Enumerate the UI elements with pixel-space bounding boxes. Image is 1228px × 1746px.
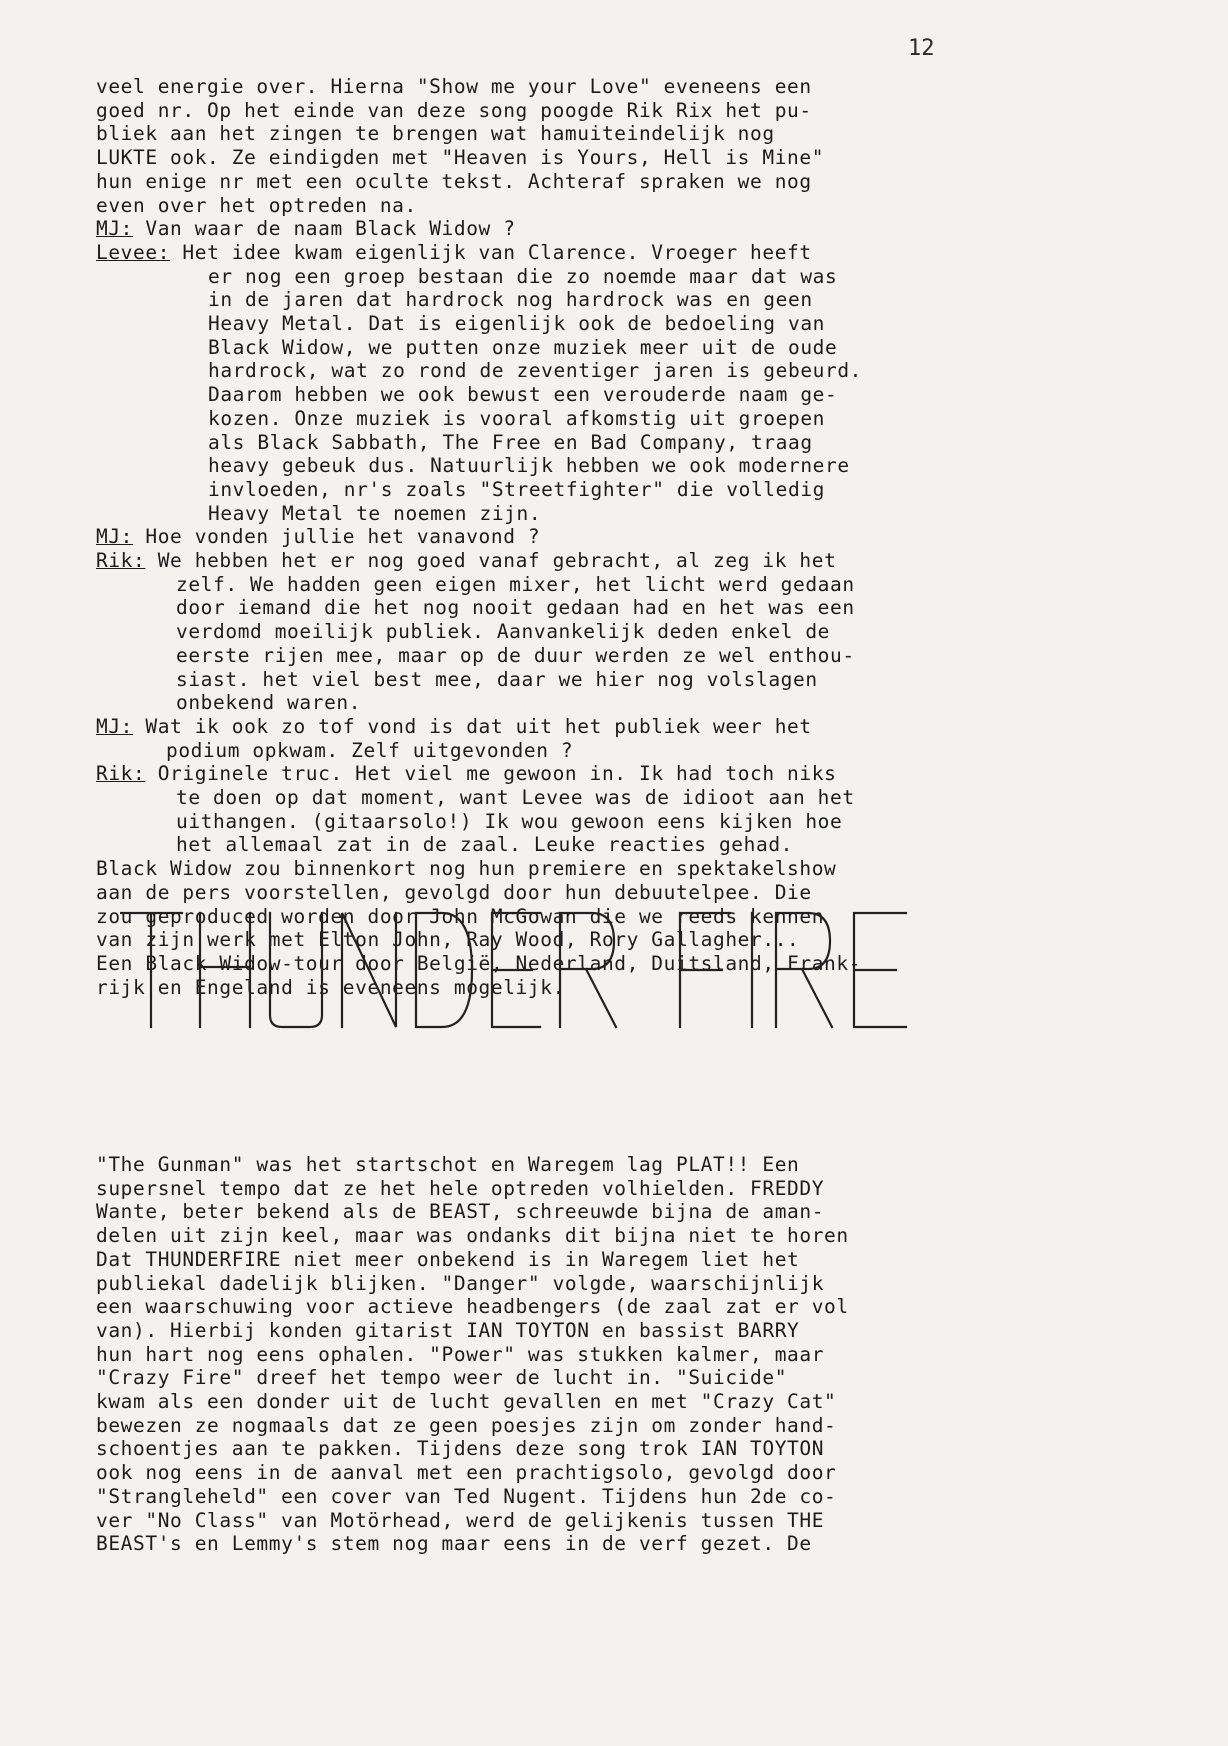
line-text: Hoe vonden jullie het vanavond ? [133, 525, 541, 549]
text-line: bewezen ze nogmaals dat ze geen poesjes zijn om zonder hand- [96, 1413, 837, 1437]
line-text: het allemaal zat in de zaal. Leuke reacties gehad. [176, 833, 793, 857]
line-text: goed nr. Op het einde van deze song poogde Rik Rix het pu- [96, 98, 812, 122]
text-line [176, 643, 855, 669]
line-text: rijk en Engeland is eveneens mogelijk. [96, 975, 565, 999]
text-line: publiekal dadelijk blijken. "Danger" volgde, waarschijnlijk [96, 1271, 825, 1295]
text-line: BEAST's en Lemmy's stem nog maar eens in de verf gezet. De [96, 1532, 812, 1556]
line-text: Wat ik ook zo tof vond is dat uit het publiek weer het [133, 714, 812, 738]
line-text: eerste rijen mee, maar op de duur werden ze wel enthou- [176, 643, 855, 667]
dialogue-line [96, 714, 812, 740]
text-line [208, 264, 837, 290]
thunder-fire-logo [120, 905, 910, 1035]
text-line: "The Gunman" was het startschot en Waregem lag PLAT!! Een [96, 1153, 800, 1176]
line-text: Een Black Widow-tour door België, Nederland, Duitsland, Frank- [96, 951, 862, 975]
line-text: in de jaren dat hardrock nog hardrock was en geen [208, 288, 813, 312]
text-line: kwam als een donder uit de lucht gevallen en met "Crazy Cat" [96, 1390, 837, 1413]
text-line [176, 809, 842, 835]
dialogue-line [96, 761, 836, 787]
text-line: van). Hierbij konden gitarist IAN TOYTON en bassist BARRY [96, 1318, 800, 1342]
text-line [96, 193, 417, 219]
page-number: 12 [908, 36, 935, 61]
dialogue-line [96, 524, 540, 550]
text-line [208, 501, 541, 527]
speaker-label: MJ: [96, 217, 134, 241]
text-line [176, 572, 855, 598]
line-text: LUKTE ook. Ze eindigden met "Heaven is Yours, Hell is Mine" [96, 146, 825, 170]
speaker-label: Levee: [96, 240, 171, 264]
line-text: We hebben het er nog goed vanaf gebracht, al zeg ik het [145, 549, 837, 572]
text-line: Wante, beter bekend als de BEAST, schreeuwde bijna de aman- [96, 1200, 825, 1224]
text-line [96, 169, 812, 195]
line-text: er nog een groep bestaan die zo noemde maar dat was [208, 264, 838, 288]
text-line: een waarschuwing voor actieve headbengers (de zaal zat er vol [96, 1295, 849, 1319]
text-line [176, 832, 793, 858]
line-text: heavy gebeuk dus. Natuurlijk hebben we ook modernere [208, 454, 850, 478]
line-text: zou geproduced worden door John McGowan die we reeds kennen [96, 904, 825, 928]
line-text: verdomd moeilijk publiek. Aanvankelijk deden enkel de [176, 620, 831, 644]
text-line [96, 145, 824, 171]
text-line [96, 121, 775, 147]
line-text: uithangen. (gitaarsolo!) Ik wou gewoon eens kijken hoe [176, 809, 843, 833]
text-line [96, 74, 812, 100]
line-text: Daarom hebben we ook bewust een verouderde naam ge- [208, 383, 838, 407]
line-text: even over het optreden na. [96, 193, 417, 217]
text-line [208, 382, 837, 408]
line-text: hardrock, wat zo rond de zeventiger jaren is gebeurd. [208, 359, 863, 383]
text-line [208, 406, 825, 432]
text-line: hun hart nog eens ophalen. "Power" was stukken kalmer, maar [96, 1342, 825, 1366]
text-line [208, 311, 825, 337]
text-line [176, 619, 830, 645]
dialogue-line [96, 240, 812, 266]
line-text: hun enige nr met een oculte tekst. Achteraf spraken we nog [96, 169, 812, 193]
text-line [208, 430, 813, 456]
text-line [176, 785, 855, 811]
line-text: veel energie over. Hierna "Show me your Love" eveneens een [96, 75, 812, 98]
text-line [96, 856, 836, 882]
speaker-label: MJ: [96, 714, 134, 738]
text-line: ook nog eens in de aanval met een prachtigsolo, gevolgd door [96, 1461, 837, 1485]
line-text: Black Widow zou binnenkort nog hun premiere en spektakelshow [96, 857, 837, 881]
text-line [176, 667, 818, 693]
line-text: bliek aan het zingen te brengen wat hamuiteindelijk nog [96, 122, 775, 146]
line-text: als Black Sabbath, The Free en Bad Company, traag [208, 430, 813, 454]
line-text: van zijn werk met Elton John, Ray Wood, Rory Gallagher... [96, 928, 800, 952]
text-line [208, 335, 837, 361]
line-text: kozen. Onze muziek is vooral afkomstig uit groepen [208, 406, 825, 430]
text-line [208, 453, 850, 479]
text-line: ver "No Class" van Motörhead, werd de gelijkenis tussen THE [96, 1508, 825, 1532]
text-line [96, 98, 812, 124]
line-text: door iemand die het nog nooit gedaan had en het was een [176, 596, 855, 620]
line-text: Het idee kwam eigenlijk van Clarence. Vroeger heeft [170, 240, 812, 264]
text-line: delen uit zijn keel, maar was ondanks dit bijna niet te horen [96, 1224, 849, 1248]
text-line [176, 690, 361, 716]
text-line [208, 358, 862, 384]
text-line: "Strangleheld" een cover van Ted Nugent. Tijdens hun 2de co- [96, 1484, 837, 1508]
line-text: invloeden, nr's zoals "Streetfighter" die volledig [208, 477, 825, 501]
line-text: podium opkwam. Zelf uitgevonden ? [166, 738, 574, 762]
dialogue-line [96, 548, 836, 574]
line-text: Black Widow, we putten onze muziek meer uit de oude [208, 335, 838, 359]
line-text: te doen op dat moment, want Levee was de idioot aan het [176, 786, 855, 809]
speaker-label: MJ: [96, 525, 134, 549]
line-text: Originele truc. Het viel me gewoon in. Ik had toch niks [145, 762, 837, 786]
line-text: Van waar de naam Black Widow ? [133, 217, 516, 241]
text-line [176, 595, 855, 621]
speaker-label: Rik: [96, 549, 146, 572]
text-line [166, 738, 573, 764]
line-text: Heavy Metal. Dat is eigenlijk ook de bedoeling van [208, 312, 825, 335]
line-text: onbekend waren. [176, 691, 362, 715]
line-text: zelf. We hadden geen eigen mixer, het licht werd gedaan [176, 572, 855, 596]
text-line [208, 477, 825, 503]
line-text: Heavy Metal te noemen zijn. [208, 501, 542, 525]
line-text: siast. het viel best mee, daar we hier nog volslagen [176, 667, 818, 691]
text-line [96, 880, 812, 906]
speaker-label: Rik: [96, 762, 146, 786]
text-line [208, 287, 813, 313]
text-line: "Crazy Fire" dreef het tempo weer de lucht in. "Suicide" [96, 1366, 788, 1390]
text-line: Dat THUNDERFIRE niet meer onbekend is in Waregem liet het [96, 1247, 800, 1271]
text-line: supersnel tempo dat ze het hele optreden volhielden. FREDDY [96, 1176, 825, 1200]
line-text: aan de pers voorstellen, gevolgd door hun debuutelpee. Die [96, 880, 812, 904]
text-line: schoentjes aan te pakken. Tijdens deze song trok IAN TOYTON [96, 1437, 825, 1461]
dialogue-line [96, 216, 516, 242]
